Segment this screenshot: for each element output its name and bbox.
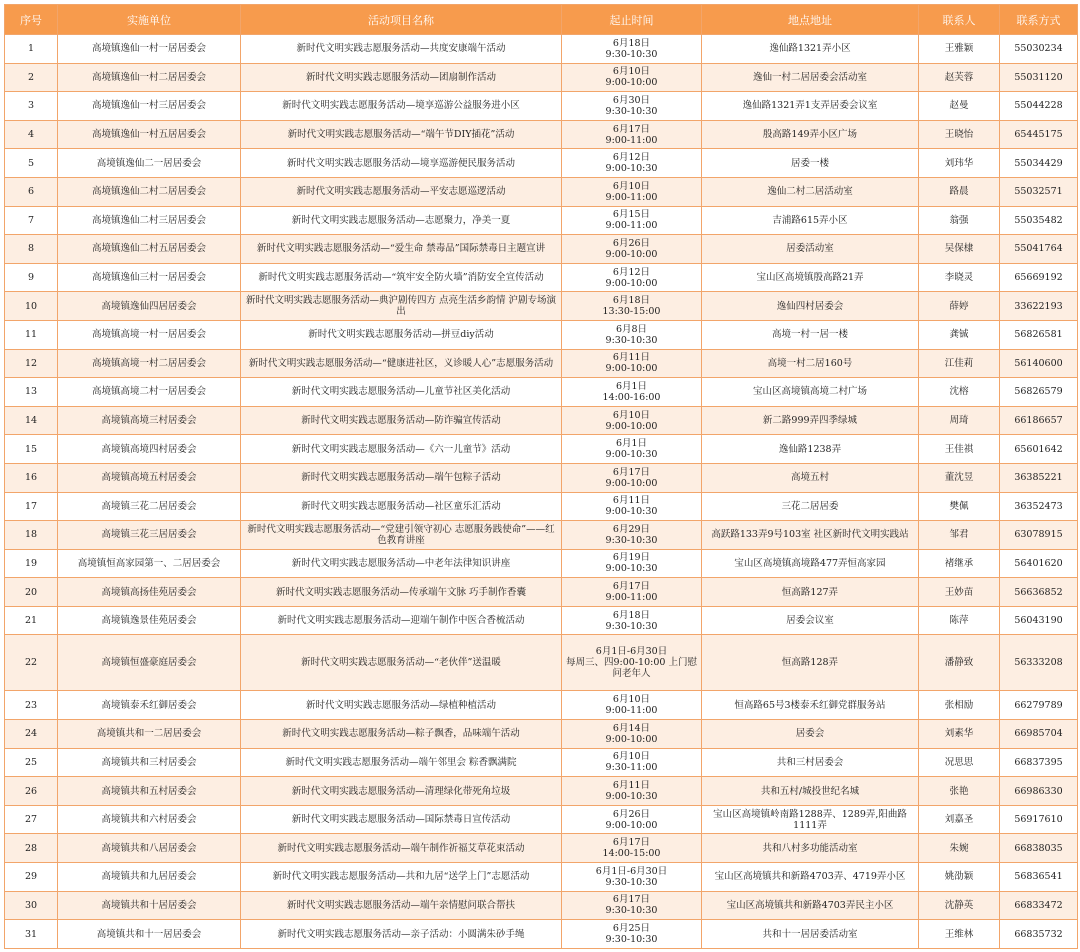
cell-phone: 63078915: [1000, 521, 1078, 550]
cell-phone: 55035482: [1000, 206, 1078, 235]
cell-activity: 新时代文明实践志愿服务活动—“党建引领守初心 志愿服务践使命”——红色教育讲座: [241, 521, 562, 550]
cell-no: 29: [5, 863, 58, 892]
table-row: [5, 863, 1078, 892]
cell-contact: 张相励: [919, 691, 1000, 720]
cell-time: 6月19日 9:00-10:30: [562, 549, 702, 578]
cell-contact: 江佳莉: [919, 349, 1000, 378]
cell-activity: 新时代文明实践志愿服务活动—端午制作祈福艾草花束活动: [241, 834, 562, 863]
cell-place: 殷高路149弄小区广场: [702, 120, 919, 149]
cell-place: 逸仙路1321弄小区: [702, 35, 919, 64]
cell-time: 6月12日 9:00-10:30: [562, 149, 702, 178]
cell-activity: 新时代文明实践志愿服务活动—《六一儿童节》活动: [241, 435, 562, 464]
cell-activity: 新时代文明实践志愿服务活动—迎端午制作中医合香梳活动: [241, 606, 562, 635]
cell-phone: 66186657: [1000, 406, 1078, 435]
cell-place: 宝山区高境镇岭南路1288弄、1289弄,阳曲路1111弄: [702, 805, 919, 834]
table-row: [5, 149, 1078, 178]
cell-time: 6月1日-6月30日 9:30-10:30: [562, 863, 702, 892]
table-row: [5, 635, 1078, 691]
cell-phone: 66838035: [1000, 834, 1078, 863]
cell-time: 6月18日 13:30-15:00: [562, 292, 702, 321]
header-place: 地点地址: [702, 5, 919, 35]
cell-time: 6月10日 9:00-10:00: [562, 406, 702, 435]
cell-contact: 朱婉: [919, 834, 1000, 863]
cell-time: 6月11日 9:00-10:30: [562, 777, 702, 806]
cell-activity: 新时代文明实践志愿服务活动—“筑牢安全防火墙”消防安全宣传活动: [241, 263, 562, 292]
cell-place: 逸仙四村居委会: [702, 292, 919, 321]
cell-activity: 新时代文明实践志愿服务活动—亲子活动：小圆满朱砂手绳: [241, 920, 562, 949]
cell-no: 14: [5, 406, 58, 435]
cell-place: 新二路999弄四季绿城: [702, 406, 919, 435]
cell-activity: 新时代文明实践志愿服务活动—中老年法律知识讲座: [241, 549, 562, 578]
cell-phone: 55030234: [1000, 35, 1078, 64]
cell-phone: 33622193: [1000, 292, 1078, 321]
cell-place: 宝山区高境镇高境二村广场: [702, 378, 919, 407]
table-row: [5, 920, 1078, 949]
cell-contact: 况思思: [919, 748, 1000, 777]
cell-no: 20: [5, 578, 58, 607]
cell-no: 12: [5, 349, 58, 378]
cell-time: 6月12日 9:00-10:00: [562, 263, 702, 292]
cell-no: 9: [5, 263, 58, 292]
table-row: [5, 463, 1078, 492]
cell-unit: 高境镇高境三村居委会: [58, 406, 241, 435]
cell-phone: 56333208: [1000, 635, 1078, 691]
cell-phone: 66833472: [1000, 891, 1078, 920]
table-row: [5, 492, 1078, 521]
table-row: [5, 805, 1078, 834]
cell-no: 3: [5, 92, 58, 121]
table-row: [5, 120, 1078, 149]
cell-contact: 王妙苗: [919, 578, 1000, 607]
cell-activity: 新时代文明实践志愿服务活动—社区童乐汇活动: [241, 492, 562, 521]
cell-phone: 66985704: [1000, 720, 1078, 749]
cell-unit: 高境镇高境四村居委会: [58, 435, 241, 464]
cell-activity: 新时代文明实践志愿服务活动—粽子飘香，品味端午活动: [241, 720, 562, 749]
table-row: [5, 92, 1078, 121]
cell-phone: 55044228: [1000, 92, 1078, 121]
cell-place: 恒高路127弄: [702, 578, 919, 607]
cell-no: 17: [5, 492, 58, 521]
table-row: [5, 235, 1078, 264]
cell-unit: 高境镇逸仙三村一居居委会: [58, 263, 241, 292]
table-row: [5, 378, 1078, 407]
cell-activity: 新时代文明实践志愿服务活动—传承端午文脉 巧手制作香囊: [241, 578, 562, 607]
cell-place: 高境一村二居160号: [702, 349, 919, 378]
cell-place: 逸仙二村二居活动室: [702, 177, 919, 206]
cell-place: 三花二居居委: [702, 492, 919, 521]
cell-phone: 56826579: [1000, 378, 1078, 407]
cell-place: 宝山区高境镇共和新路4703弄民主小区: [702, 891, 919, 920]
cell-activity: 新时代文明实践志愿服务活动—绿植种植活动: [241, 691, 562, 720]
table-row: [5, 63, 1078, 92]
cell-unit: 高境镇高境一村一居居委会: [58, 320, 241, 349]
cell-place: 逸仙一村二居居委会活动室: [702, 63, 919, 92]
table-row: [5, 549, 1078, 578]
cell-time: 6月17日 9:00-10:00: [562, 463, 702, 492]
cell-unit: 高境镇共和十一居居委会: [58, 920, 241, 949]
header-no: 序号: [5, 5, 58, 35]
cell-unit: 高境镇逸仙一村一居居委会: [58, 35, 241, 64]
cell-phone: 56636852: [1000, 578, 1078, 607]
table-row: [5, 578, 1078, 607]
cell-no: 4: [5, 120, 58, 149]
cell-contact: 王雅颖: [919, 35, 1000, 64]
cell-phone: 36385221: [1000, 463, 1078, 492]
cell-contact: 沈静英: [919, 891, 1000, 920]
cell-place: 居委会: [702, 720, 919, 749]
cell-activity: 新时代文明实践志愿服务活动—防诈骗宣传活动: [241, 406, 562, 435]
cell-contact: 王维林: [919, 920, 1000, 949]
cell-time: 6月26日 9:00-10:00: [562, 805, 702, 834]
cell-no: 23: [5, 691, 58, 720]
cell-no: 8: [5, 235, 58, 264]
cell-contact: 吴保棣: [919, 235, 1000, 264]
cell-unit: 高境镇逸仙二村三居居委会: [58, 206, 241, 235]
cell-unit: 高境镇共和五村居委会: [58, 777, 241, 806]
cell-time: 6月30日 9:30-10:30: [562, 92, 702, 121]
cell-phone: 66837395: [1000, 748, 1078, 777]
cell-contact: 樊佩: [919, 492, 1000, 521]
cell-activity: 新时代文明实践志愿服务活动—典沪剧传四方 点亮生活乡韵情 沪剧专场演出: [241, 292, 562, 321]
cell-unit: 高境镇三花三居居委会: [58, 521, 241, 550]
cell-time: 6月1日 14:00-16:00: [562, 378, 702, 407]
cell-phone: 56917610: [1000, 805, 1078, 834]
cell-no: 28: [5, 834, 58, 863]
cell-no: 10: [5, 292, 58, 321]
cell-contact: 刘嘉圣: [919, 805, 1000, 834]
cell-no: 21: [5, 606, 58, 635]
cell-no: 24: [5, 720, 58, 749]
cell-phone: 65669192: [1000, 263, 1078, 292]
cell-no: 13: [5, 378, 58, 407]
cell-contact: 姚劭颖: [919, 863, 1000, 892]
cell-activity: 新时代文明实践志愿服务活动—端午亲情慰问联合帮扶: [241, 891, 562, 920]
cell-unit: 高境镇逸仙四居居委会: [58, 292, 241, 321]
cell-activity: 新时代文明实践志愿服务活动—“健康进社区，义诊暖人心”志愿服务活动: [241, 349, 562, 378]
cell-unit: 高境镇共和六村居委会: [58, 805, 241, 834]
table-row: [5, 834, 1078, 863]
cell-activity: 新时代文明实践志愿服务活动—国际禁毒日宣传活动: [241, 805, 562, 834]
cell-contact: 潘静致: [919, 635, 1000, 691]
cell-activity: 新时代文明实践志愿服务活动—境享巡游公益服务进小区: [241, 92, 562, 121]
activity-schedule-table: [4, 4, 1078, 949]
header-unit: 实施单位: [58, 5, 241, 35]
cell-activity: 新时代文明实践志愿服务活动—拼豆diy活动: [241, 320, 562, 349]
cell-time: 6月1日-6月30日 每周三、四9:00-10:00 上门慰问老年人: [562, 635, 702, 691]
cell-phone: 66986330: [1000, 777, 1078, 806]
cell-contact: 李晓灵: [919, 263, 1000, 292]
cell-contact: 张艳: [919, 777, 1000, 806]
cell-no: 6: [5, 177, 58, 206]
cell-no: 1: [5, 35, 58, 64]
cell-unit: 高境镇共和八居居委会: [58, 834, 241, 863]
table-row: [5, 748, 1078, 777]
cell-activity: 新时代文明实践志愿服务活动—境享巡游便民服务活动: [241, 149, 562, 178]
cell-unit: 高境镇高境二村一居居委会: [58, 378, 241, 407]
cell-place: 共和五村/城投世纪名城: [702, 777, 919, 806]
cell-contact: 邹君: [919, 521, 1000, 550]
cell-no: 26: [5, 777, 58, 806]
cell-unit: 高境镇共和一二居居委会: [58, 720, 241, 749]
cell-time: 6月10日 9:00-11:00: [562, 177, 702, 206]
cell-time: 6月15日 9:00-11:00: [562, 206, 702, 235]
cell-activity: 新时代文明实践志愿服务活动—儿童节社区美化活动: [241, 378, 562, 407]
cell-no: 30: [5, 891, 58, 920]
cell-unit: 高境镇恒高家园第一、二居居委会: [58, 549, 241, 578]
cell-phone: 56401620: [1000, 549, 1078, 578]
cell-phone: 55034429: [1000, 149, 1078, 178]
cell-unit: 高境镇逸仙一村五居居委会: [58, 120, 241, 149]
cell-unit: 高境镇共和三村居委会: [58, 748, 241, 777]
cell-time: 6月17日 9:00-11:00: [562, 120, 702, 149]
cell-time: 6月17日 14:00-15:00: [562, 834, 702, 863]
cell-phone: 56836541: [1000, 863, 1078, 892]
cell-contact: 翁强: [919, 206, 1000, 235]
cell-no: 19: [5, 549, 58, 578]
cell-contact: 刘玮华: [919, 149, 1000, 178]
cell-unit: 高境镇逸仙二村五居居委会: [58, 235, 241, 264]
cell-unit: 高境镇泰禾红御居委会: [58, 691, 241, 720]
cell-activity: 新时代文明实践志愿服务活动—平安志愿巡逻活动: [241, 177, 562, 206]
cell-contact: 王佳祺: [919, 435, 1000, 464]
cell-activity: 新时代文明实践志愿服务活动—共和九居“送学上门”志愿活动: [241, 863, 562, 892]
cell-place: 高境一村一居一楼: [702, 320, 919, 349]
table-body: [5, 35, 1078, 949]
cell-phone: 56140600: [1000, 349, 1078, 378]
cell-place: 高境五村: [702, 463, 919, 492]
cell-unit: 高境镇逸仙一村二居居委会: [58, 63, 241, 92]
cell-place: 共和十一居居委活动室: [702, 920, 919, 949]
cell-contact: 路晨: [919, 177, 1000, 206]
cell-contact: 赵芙蓉: [919, 63, 1000, 92]
cell-contact: 王晓怡: [919, 120, 1000, 149]
cell-time: 6月8日 9:30-10:30: [562, 320, 702, 349]
cell-unit: 高境镇恒盛豪庭居委会: [58, 635, 241, 691]
table-row: [5, 720, 1078, 749]
table-row: [5, 521, 1078, 550]
cell-place: 居委一楼: [702, 149, 919, 178]
cell-time: 6月11日 9:00-10:00: [562, 349, 702, 378]
header-time: 起止时间: [562, 5, 702, 35]
cell-unit: 高境镇高扬佳苑居委会: [58, 578, 241, 607]
cell-place: 居委活动室: [702, 235, 919, 264]
cell-contact: 褚继承: [919, 549, 1000, 578]
cell-no: 31: [5, 920, 58, 949]
cell-time: 6月29日 9:30-10:30: [562, 521, 702, 550]
cell-time: 6月18日 9:30-10:30: [562, 35, 702, 64]
header-phone: 联系方式: [1000, 5, 1078, 35]
cell-place: 居委会议室: [702, 606, 919, 635]
cell-no: 2: [5, 63, 58, 92]
cell-activity: 新时代文明实践志愿服务活动—端午包粽子活动: [241, 463, 562, 492]
cell-phone: 55031120: [1000, 63, 1078, 92]
cell-place: 宝山区高境镇高境路477弄恒高家园: [702, 549, 919, 578]
header-row: [5, 5, 1078, 35]
cell-phone: 65601642: [1000, 435, 1078, 464]
cell-phone: 55041764: [1000, 235, 1078, 264]
cell-contact: 薛婷: [919, 292, 1000, 321]
cell-no: 25: [5, 748, 58, 777]
cell-unit: 高境镇共和九居居委会: [58, 863, 241, 892]
cell-contact: 刘素华: [919, 720, 1000, 749]
cell-phone: 55032571: [1000, 177, 1078, 206]
header-contact: 联系人: [919, 5, 1000, 35]
cell-unit: 高境镇逸仙一村三居居委会: [58, 92, 241, 121]
table-row: [5, 292, 1078, 321]
table-row: [5, 35, 1078, 64]
cell-unit: 高境镇逸仙二一居居委会: [58, 149, 241, 178]
cell-activity: 新时代文明实践志愿服务活动—“老伙伴”送温暖: [241, 635, 562, 691]
cell-activity: 新时代文明实践志愿服务活动—“爱生命 禁毒品”国际禁毒日主题宣讲: [241, 235, 562, 264]
table-row: [5, 691, 1078, 720]
cell-unit: 高境镇逸景佳苑居委会: [58, 606, 241, 635]
cell-activity: 新时代文明实践志愿服务活动—志愿聚力，净美一夏: [241, 206, 562, 235]
table-header: [5, 5, 1078, 35]
cell-no: 7: [5, 206, 58, 235]
cell-time: 6月26日 9:00-10:00: [562, 235, 702, 264]
table-row: [5, 606, 1078, 635]
cell-contact: 沈榕: [919, 378, 1000, 407]
cell-unit: 高境镇共和十居居委会: [58, 891, 241, 920]
cell-phone: 56826581: [1000, 320, 1078, 349]
table-row: [5, 777, 1078, 806]
header-activity: 活动项目名称: [241, 5, 562, 35]
table-row: [5, 320, 1078, 349]
table-row: [5, 891, 1078, 920]
cell-place: 宝山区高境镇殷高路21弄: [702, 263, 919, 292]
cell-activity: 新时代文明实践志愿服务活动—共度安康端午活动: [241, 35, 562, 64]
cell-contact: 周琦: [919, 406, 1000, 435]
cell-place: 恒高路65号3楼泰禾红御党群服务站: [702, 691, 919, 720]
cell-place: 高跃路133弄9号103室 社区新时代文明实践站: [702, 521, 919, 550]
table-row: [5, 177, 1078, 206]
cell-time: 6月17日 9:00-11:00: [562, 578, 702, 607]
cell-activity: 新时代文明实践志愿服务活动—清理绿化带死角垃圾: [241, 777, 562, 806]
cell-no: 27: [5, 805, 58, 834]
cell-no: 16: [5, 463, 58, 492]
cell-time: 6月17日 9:30-10:30: [562, 891, 702, 920]
cell-place: 逸仙路1321弄1支弄居委会议室: [702, 92, 919, 121]
cell-activity: 新时代文明实践志愿服务活动—端午邻里会 粽香飘满院: [241, 748, 562, 777]
cell-phone: 66835732: [1000, 920, 1078, 949]
cell-time: 6月10日 9:30-11:00: [562, 748, 702, 777]
cell-time: 6月1日 9:00-10:30: [562, 435, 702, 464]
cell-activity: 新时代文明实践志愿服务活动—“端午节DIY插花”活动: [241, 120, 562, 149]
cell-time: 6月10日 9:00-10:00: [562, 63, 702, 92]
cell-contact: 陈萍: [919, 606, 1000, 635]
cell-contact: 龚铖: [919, 320, 1000, 349]
cell-time: 6月18日 9:30-10:30: [562, 606, 702, 635]
cell-unit: 高境镇三花二居居委会: [58, 492, 241, 521]
cell-unit: 高境镇逸仙二村二居居委会: [58, 177, 241, 206]
cell-no: 11: [5, 320, 58, 349]
cell-time: 6月14日 9:00-10:00: [562, 720, 702, 749]
cell-no: 15: [5, 435, 58, 464]
cell-phone: 56043190: [1000, 606, 1078, 635]
table-row: [5, 206, 1078, 235]
table-row: [5, 406, 1078, 435]
cell-phone: 66279789: [1000, 691, 1078, 720]
cell-no: 18: [5, 521, 58, 550]
cell-place: 吉浦路615弄小区: [702, 206, 919, 235]
table-row: [5, 349, 1078, 378]
cell-time: 6月11日 9:00-10:30: [562, 492, 702, 521]
cell-contact: 赵曼: [919, 92, 1000, 121]
cell-unit: 高境镇高境一村二居居委会: [58, 349, 241, 378]
cell-unit: 高境镇高境五村居委会: [58, 463, 241, 492]
cell-phone: 65445175: [1000, 120, 1078, 149]
cell-no: 22: [5, 635, 58, 691]
cell-time: 6月10日 9:00-11:00: [562, 691, 702, 720]
table-row: [5, 435, 1078, 464]
cell-time: 6月25日 9:30-10:30: [562, 920, 702, 949]
activity-table-container: [4, 4, 1077, 949]
cell-place: 恒高路128弄: [702, 635, 919, 691]
cell-phone: 36352473: [1000, 492, 1078, 521]
table-row: [5, 263, 1078, 292]
cell-place: 宝山区高境镇共和新路4703弄、4719弄小区: [702, 863, 919, 892]
cell-activity: 新时代文明实践志愿服务活动—团扇制作活动: [241, 63, 562, 92]
cell-place: 共和八村多功能活动室: [702, 834, 919, 863]
cell-place: 逸仙路1238弄: [702, 435, 919, 464]
cell-contact: 董沈昱: [919, 463, 1000, 492]
cell-no: 5: [5, 149, 58, 178]
cell-place: 共和三村居委会: [702, 748, 919, 777]
